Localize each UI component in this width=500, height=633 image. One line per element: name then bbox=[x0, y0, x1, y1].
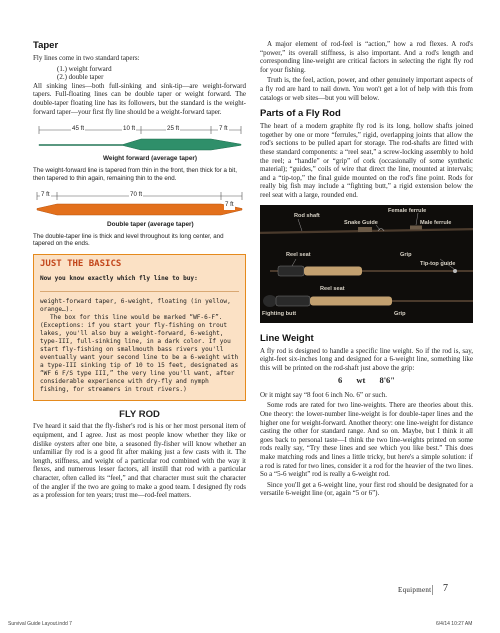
line-weight-body: Some rods are rated for two line-weights. There are theories about this. One theory: the lower-number line-weight is for double-taper lines and the higher one for weight-forward. Another theory: one line-weight for distance casting the other for standard range. And so on. Maybe, but I think it all goes back to personal taste—I think the two line-weights printed on some rods really say, “Try these lines and see which you like best.” This does make matching rods and lines a little tricky, but here's a simple solution: if a rod is rated for two lines, consider it a rod for the heavier of the two lines. So a “5-6 weight” rod is really a 6-weight rod. bbox=[260, 401, 473, 479]
weight-forward-diagram bbox=[33, 122, 246, 166]
taper-body: All sinking lines—both full-sinking and sink-tip—are weight-forward tapers. Full-floating lines can be double taper or weight forward. The double-taper floating line has its followers, but the standard is the weight-forward taper—your first fly line should be a weight-forward taper. bbox=[33, 81, 246, 116]
parts-body: The heart of a modern graphite fly rod is its long, hollow shafts joined together by one or more “ferrules,” rigid, overlapping joints that allow the rod's sections to be pulled apart for storage. The rod-shafts are fitted with these standard components: a “reel seat,” a screw-locking assembly to hold the reel; a “handle” or “grip” of cork (occasionally of some synthetic material); “guides,” coils of wire that direct the line, mounted at intervals; and a “tip-top,” the final guide mounted on the rod's fine point. Rods for really big fish may include a “fighting butt,” a rigid extension below the reel seat with a large, rounded end. bbox=[260, 122, 473, 199]
double-taper-caption: The double-taper line is thick and level throughout its long center, and tapered on the ends. bbox=[33, 232, 224, 248]
print-slug-file: Survival Guide Layout.indd 7 bbox=[8, 621, 72, 627]
label-snake-guide: Snake Guide bbox=[344, 219, 378, 226]
parts-heading: Parts of a Fly Rod bbox=[260, 108, 341, 120]
intro-paragraph: A major element of rod-feel is “action,” how a rod flexes. A rod's “power,” its overall stiffness, is also important. And a rod's length and corresponding line-weight are critical factors in selecting the right fly rod for your fishing. bbox=[260, 40, 473, 74]
label-fighting-butt: Fighting butt bbox=[262, 310, 297, 317]
basics-question: Now you know exactly which fly line to buy: bbox=[40, 274, 198, 282]
intro-paragraph: Truth is, the feel, action, power, and other genuinely important aspects of a fly rod are hard to nail down. You won't get a lot of help with this from catalogs or web sites—but you will below. bbox=[260, 76, 473, 102]
label-grip: Grip bbox=[400, 251, 412, 258]
footer-divider bbox=[432, 585, 433, 595]
basics-title: JUST THE BASICS bbox=[40, 258, 122, 269]
double-taper-title: Double taper (average taper) bbox=[107, 220, 194, 228]
label-grip: Grip bbox=[394, 310, 406, 317]
line-weight-heading: Line Weight bbox=[260, 332, 314, 344]
weight-forward-line bbox=[39, 139, 241, 150]
right-column bbox=[260, 40, 473, 500]
running-footer-section: Equipment bbox=[398, 586, 432, 594]
dimension-label: 10 ft bbox=[123, 125, 136, 133]
dimension-label: 7 ft bbox=[225, 200, 234, 208]
dimension-label: 7 ft bbox=[219, 125, 228, 133]
label-male-ferrule: Male ferrule bbox=[420, 219, 452, 226]
page-number: 7 bbox=[443, 583, 448, 594]
line-weight-body: A fly rod is designed to handle a specific line weight. So if the rod is, say, eight-feet six-inches long and designed for a 6-weight line, something like this will be printed on the rod-shaft just above the grip: bbox=[260, 346, 473, 372]
taper-heading: Taper bbox=[33, 40, 59, 51]
label-female-ferrule: Female ferrule bbox=[388, 207, 427, 214]
basics-divider bbox=[40, 291, 239, 292]
fly-rod-heading: FLY ROD bbox=[119, 408, 160, 420]
label-rod-shaft: Rod shaft bbox=[294, 212, 320, 219]
dimension-label: 7 ft bbox=[41, 190, 50, 198]
line-weight-body: Or it might say “8 foot 6 inch No. 6” or such. bbox=[260, 390, 387, 399]
taper-list-item: (2.) double taper bbox=[57, 73, 104, 82]
double-taper-line bbox=[37, 204, 242, 215]
taper-intro: Fly lines come in two standard tapers: bbox=[33, 54, 140, 62]
double-taper-diagram bbox=[33, 188, 246, 232]
basics-answer: weight-forward taper, 6-weight, floating (in yellow, orange…). bbox=[40, 297, 231, 313]
dimension-label: 45 ft bbox=[72, 125, 85, 133]
fly-rod-body: I've heard it said that the fly-fisher's rod is his or her most personal item of equipment, and I agree. Just as most people know whether they like or dislike oysters after one bite, a seasoned fly-fisher will know whether an unfamiliar fly rod is a good fit after making just a few casts with it. The length, stiffness, and weight of a particular rod combined with the way it flexes, and numerous lesser factors, all instill that rod with a particular character, often called its “feel,” and that character must suit the character of the angler if the two are going to make a good team. I designed fly rods as a profession for ten years; trust me—rod-feel matters. bbox=[33, 422, 246, 500]
taper-list-item: (1.) weight forward bbox=[57, 64, 112, 73]
print-slug-date: 6/4/14 10:27 AM bbox=[436, 621, 473, 627]
just-the-basics-box bbox=[33, 254, 246, 401]
weight-forward-title: Weight forward (average taper) bbox=[103, 155, 197, 163]
taper-list bbox=[33, 65, 246, 82]
left-column bbox=[33, 40, 246, 502]
weight-forward-caption: The weight-forward line is tapered from thin in the front, then thick for a bit, then tapered to thin again, remaining thin to the end. bbox=[33, 167, 237, 182]
fly-rod-parts-photo bbox=[260, 205, 473, 323]
dimension-label: 25 ft bbox=[167, 125, 180, 133]
line-weight-body: Since you'll get a 6-weight line, your first rod should be designated for a versatile 6-weight line (or, again “5 or 6”). bbox=[260, 480, 473, 498]
label-tip-top-guide: Tip-top guide bbox=[420, 260, 456, 267]
rod-spec-label: 6 wt 8'6" bbox=[337, 375, 396, 386]
dimension-label: 70 ft bbox=[130, 190, 143, 198]
label-reel-seat: Reel seat bbox=[286, 251, 311, 258]
label-reel-seat: Reel seat bbox=[320, 285, 345, 292]
basics-detail: The box for this line would be marked “WF-6-F”. (Exceptions: if you start your fly-fishing on trout lakes, you'll also buy a weight-forward, 6-weight, type-III, full-sinking line, in a dark color. If you start fly-fishing on smallmouth bass rivers you'll eventually want your second line to be a 6-weight with a type-III sinking tip of 10 to 15 feet, designated as “WF 6 F/S type III,” the very line you'll want, after considerable experience with dry-fly and nymph fishing, for streamers in trout rivers.) bbox=[40, 313, 239, 393]
